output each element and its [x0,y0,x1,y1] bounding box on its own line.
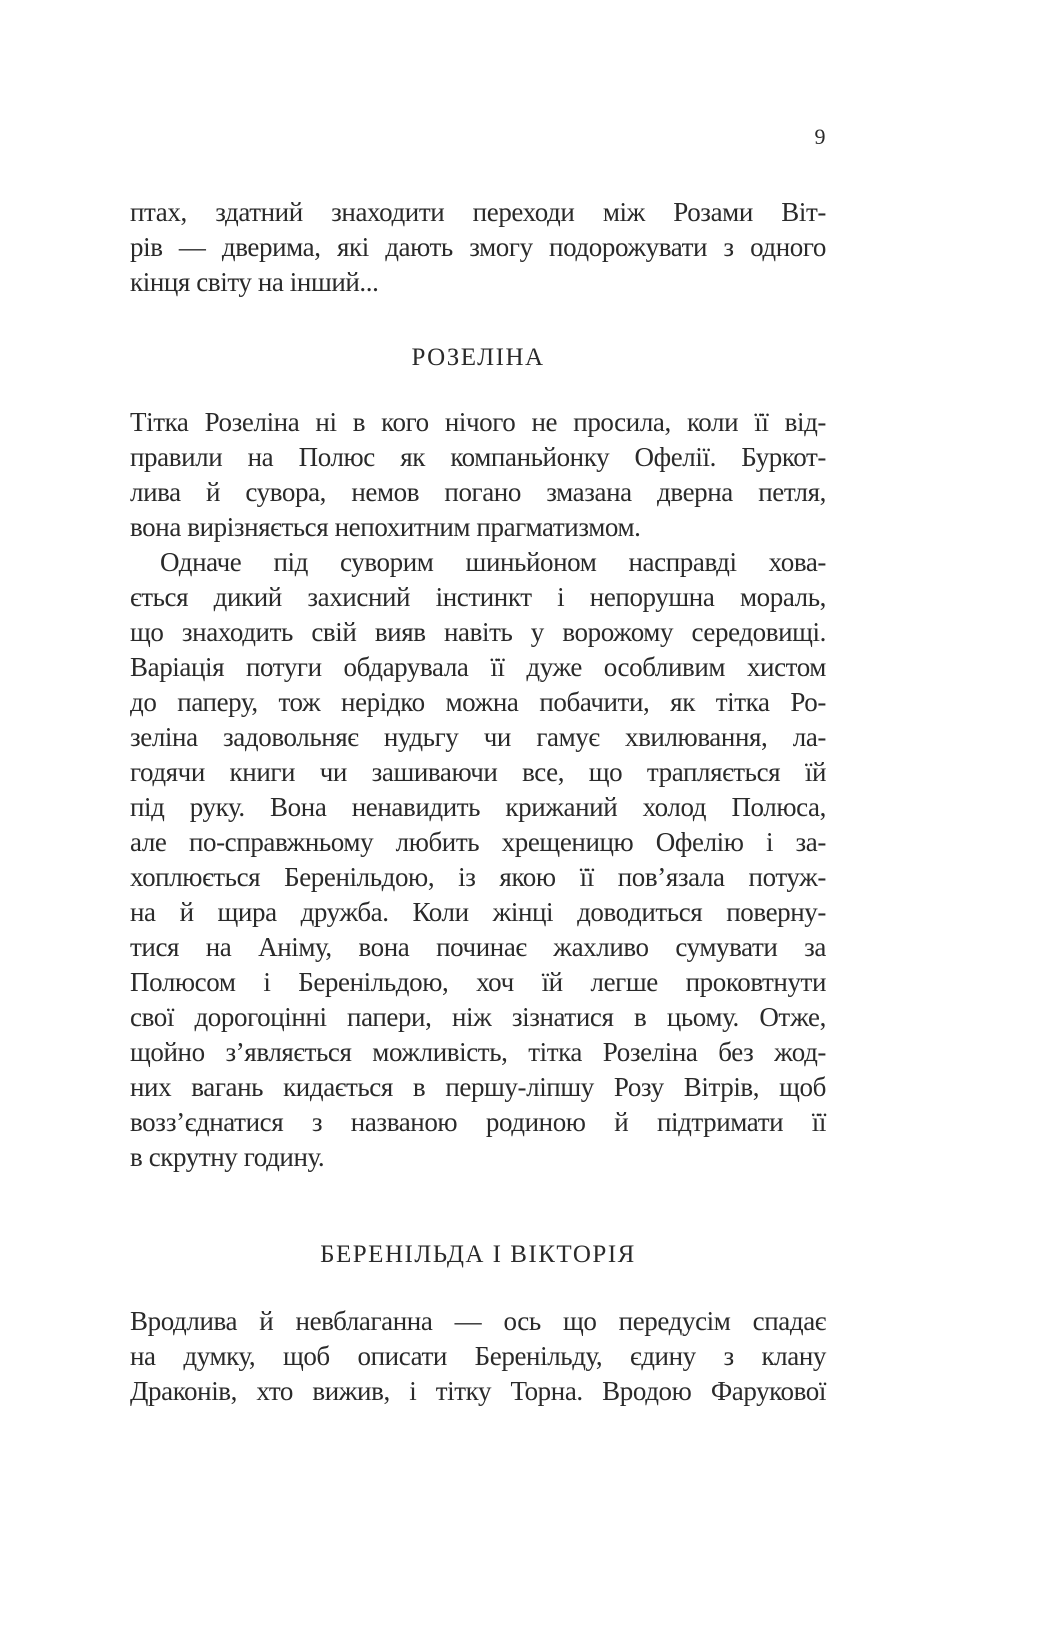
text-line: них вагань кидається в першу-ліпшу Розу Вітрів, щоб [130,1072,826,1102]
text-line: кінця світу на інший... [130,267,379,297]
section-heading: БЕРЕНІЛЬДА І ВІКТОРІЯ [320,1241,636,1268]
text-line: на й щира дружба. Коли жінці доводиться поверну- [130,897,826,927]
text-line: тися на Аніму, вона починає жахливо сумувати за [130,932,826,962]
text-line: що знаходить свій вияв навіть у ворожому середовищі. [130,617,826,647]
text-line: Вродлива й невблаганна — ось що передусім спадає [130,1306,826,1336]
text-line: Одначе під суворим шиньйоном насправді хова- [160,547,826,577]
text-line: в скрутну годину. [130,1142,325,1172]
section-heading: РОЗЕЛІНА [411,344,545,371]
text-line: ється дикий захисний інстинкт і непорушна мораль, [130,582,826,612]
text-line: Полюсом і Беренільдою, хоч їй легше проковтнути [130,967,826,997]
text-line: Драконів, хто вижив, і тітку Торна. Вродою Фарукової [130,1376,826,1406]
paragraph [130,545,826,1175]
text-line: правили на Полюс як компаньйонку Офелії. Буркот- [130,442,826,472]
page-body [130,195,826,1409]
paragraph [130,1304,826,1409]
text-line: возз’єднатися з названою родиною й підтримати її [130,1107,826,1137]
text-line: хоплюється Беренільдою, із якою її пов’язала потуж- [130,862,826,892]
text-line: свої дорогоцінні папери, ніж зізнатися в цьому. Отже, [130,1002,826,1032]
text-line: годячи книги чи зашиваючи все, що трапляється їй [130,757,826,787]
text-line: під руку. Вона ненавидить крижаний холод Полюса, [130,792,826,822]
text-line: зеліна задовольняє нудьгу чи гамує хвилювання, ла- [130,722,826,752]
text-line: рів — дверима, які дають змогу подорожувати з одного [130,232,826,262]
text-line: до паперу, тож нерідко можна побачити, як тітка Ро- [130,687,826,717]
text-line: лива й сувора, немов погано змазана дверна петля, [130,477,826,507]
text-line: щойно з’являється можливість, тітка Розеліна без жод- [130,1037,826,1067]
page-number: 9 [814,124,826,149]
text-line: Варіація потуги обдарувала її дуже особливим хистом [130,652,826,682]
text-line: Тітка Розеліна ні в кого нічого не просила, коли її від- [130,407,826,437]
paragraph [130,195,826,300]
paragraph [130,405,826,545]
text-line: птах, здатний знаходити переходи між Розами Віт- [130,197,826,227]
text-line: на думку, щоб описати Беренільду, єдину з клану [130,1341,826,1371]
text-line: але по-справжньому любить хрещеницю Офелію і за- [130,827,826,857]
text-line: вона вирізняється непохитним прагматизмом. [130,512,641,542]
